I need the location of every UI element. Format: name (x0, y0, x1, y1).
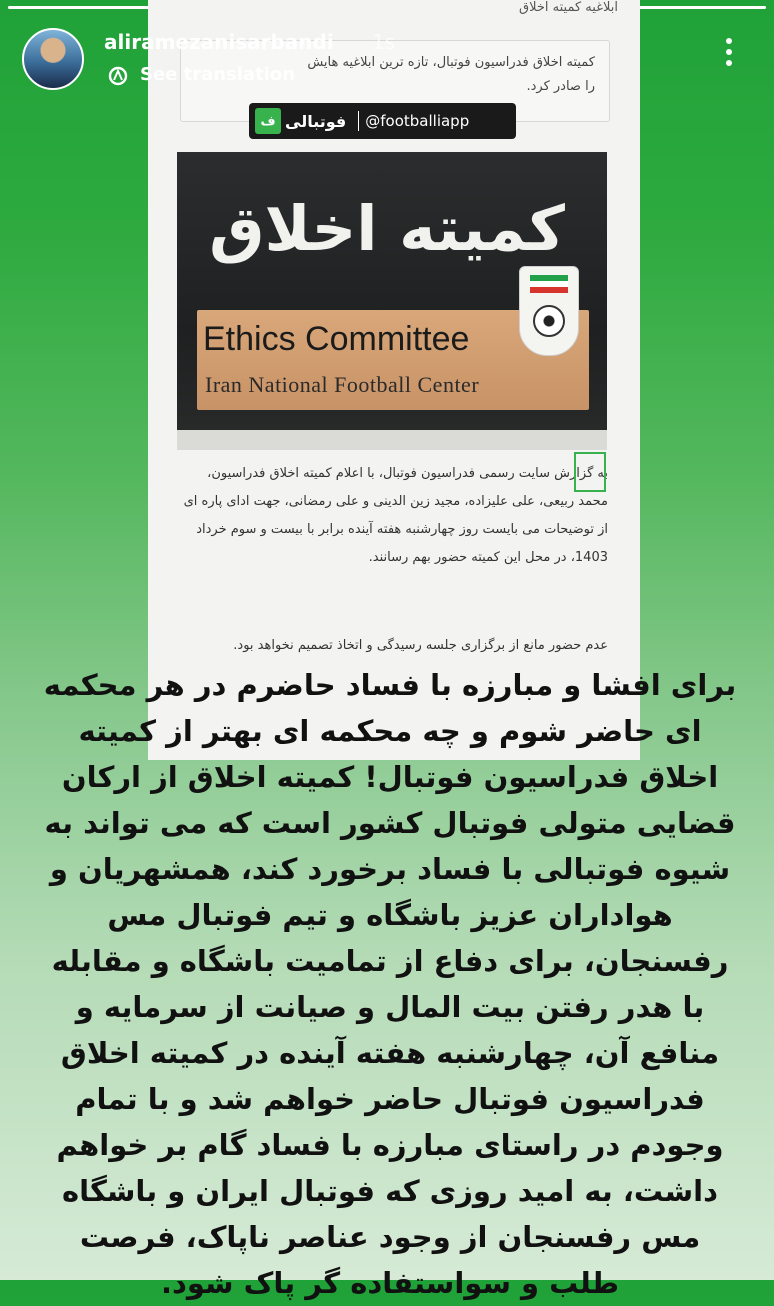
watermark-divider (358, 111, 359, 131)
footballi-logo-icon: ف (255, 108, 281, 134)
ethics-committee-photo (177, 152, 607, 450)
federation-crest-icon (519, 266, 579, 356)
article-header: ابلاغیه کمیته اخلاق (519, 0, 618, 15)
watermark-brand: فوتبالی (285, 111, 347, 131)
text-cursor-box (574, 452, 606, 492)
football-icon (533, 305, 565, 337)
plaque-title: Ethics Committee (203, 320, 470, 358)
avatar[interactable] (22, 28, 84, 90)
username[interactable]: aliramezanisarbandi (104, 30, 334, 54)
iran-flag-icon (530, 275, 568, 293)
timestamp: 1s (372, 30, 396, 54)
story-caption: برای افشا و مبارزه با فساد حاضرم در هر محکمه ای حاضر شوم و چه محکمه ای بهتر از کمیته اخلاق فدراسیون فوتبال! کمیته اخلاق از ارکان قضایی متولی فوتبال کشور است که می تواند به شیوه فوتبالی با فساد برخورد کند، همشهریان و هواداران عزیز باشگاه و تیم فوتبال مس رفسنجان، برای دفاع از تمامیت باشگاه و مقابله با هدر رفتن بیت المال و صیانت از سرمایه و منافع آن، چهارشنبه هفته آینده در کمیته اخلاق فدراسیون فوتبال حاضر خواهم شد و با تمام وجودم در راستای مبارزه با فساد گام بر خواهم داشت، به امید روزی که فوتبال ایران و باشگاه مس رفسنجان از وجود عناصر ناپاک، فرصت طلب و سواستفاده گر پاک شود. (43, 668, 737, 1300)
story-header (0, 0, 774, 100)
photo-arabic-sign: کمیته اخلاق (209, 192, 565, 265)
watermark-handle: @footballiapp (365, 112, 470, 130)
photo-floor (177, 430, 607, 450)
more-vertical-icon[interactable] (722, 38, 736, 72)
article-body: به گزارش سایت رسمی فدراسیون فوتبال، با اعلام کمیته اخلاق فدراسیون، محمد ربیعی، علی علیزاده، مجید زین الدینی و علی رمضانی، جهت ادای پاره ای از توضیحات می بایست روز چهارشنبه هفته آینده برابر با بیست و سوم خرداد 1403، در محل این کمیته حضور بهم رسانند. (183, 466, 608, 565)
translate-icon[interactable] (108, 66, 128, 86)
plaque-subtitle: Iran National Football Center (205, 372, 480, 397)
footballi-watermark (249, 103, 516, 139)
see-translation-button[interactable]: See translation (140, 64, 296, 85)
article-body-continued: عدم حضور مانع از برگزاری جلسه رسیدگی و اتخاذ تصمیم نخواهد بود. (233, 638, 608, 653)
notice-text: کمیته اخلاق فدراسیون فوتبال، تازه ترین ابلاغیه هایش را صادر کرد. (307, 55, 595, 94)
